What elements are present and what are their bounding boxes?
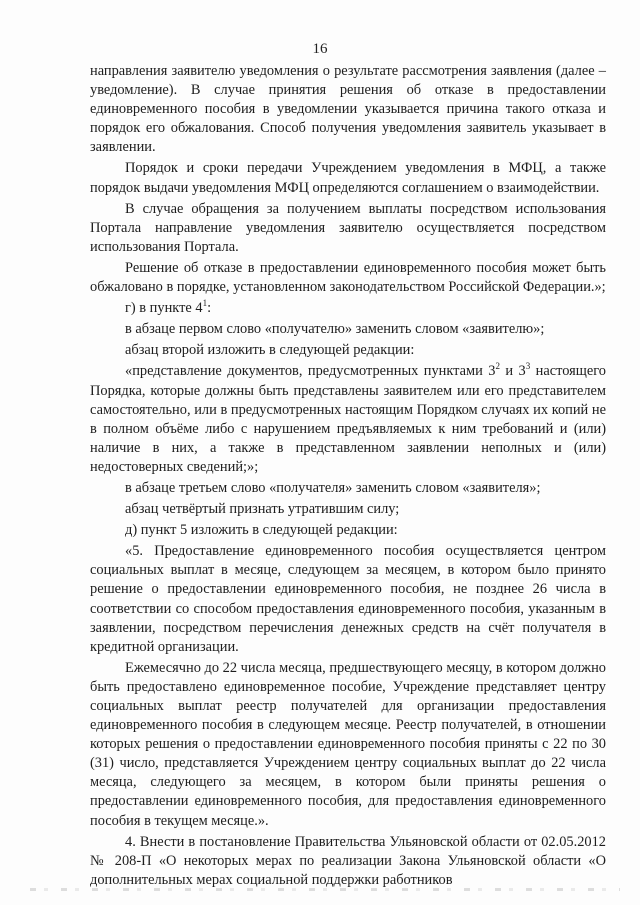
- paragraph: в абзаце первом слово «получателю» заменить словом «заявителю»;: [125, 321, 545, 338]
- paragraph: направления заявителю уведомления о результате рассмотрения заявления (далее – уведомление). В случае принятия решения об отказе в предоставлении единовременного пособия в уведомлении указывается причина такого отказа и порядок его обжалования. Способ получения уведомления заявитель указывает в заявлении.: [90, 63, 606, 156]
- paragraph: «5. Предоставление единовременного пособия осуществляется центром социальных выплат в месяце, следующем за месяцем, в котором было принято решение о предоставлении единовременного пособия, не позднее 26 числа в соответствии со способом предоставления единовременного пособия, указанным в заявлении, посредством перечисления денежных средств на счёт получателя в кредитной организации.: [90, 543, 606, 655]
- paragraph-text: и 3: [505, 363, 526, 380]
- paragraph: абзац второй изложить в следующей редакции:: [125, 342, 415, 359]
- paragraph-text: настоящего Порядка, которые должны быть представлены заявителем или его представителем самостоятельно, или в предусмотренных настоящим Порядком случаях их копий не в полном объёме либо с нарушением предъявляемых к ним требований и (или) наличие в них, а также в представленном заявлении неполных и (или) недостоверных сведений;»;: [90, 363, 606, 475]
- page-number: 16: [312, 41, 328, 57]
- paragraph: Порядок и сроки передачи Учреждением уведомления в МФЦ, а также порядок выдачи уведомления МФЦ определяются соглашением о взаимодействии.: [90, 160, 606, 196]
- superscript: 3: [525, 361, 531, 372]
- paragraph: д) пункт 5 изложить в следующей редакции:: [125, 522, 398, 539]
- document-body: [90, 62, 606, 892]
- paragraph-text: г) в пункте 4: [125, 300, 203, 317]
- paragraph: В случае обращения за получением выплаты посредством использования Портала направление уведомления заявителю осуществляется посредством использования Портала.: [90, 200, 606, 255]
- paragraph: Решение об отказе в предоставлении единовременного пособия может быть обжаловано в порядке, установленном законодательством Российской Федерации.»;: [90, 259, 606, 296]
- paragraph: 4. Внести в постановление Правительства Ульяновской области от 02.05.2012 № 208-П «О некоторых мерах по реализации Закона Ульяновской области «О дополнительных мерах социальной поддержки работников: [90, 833, 606, 888]
- paragraph: абзац четвёртый признать утратившим силу;: [125, 501, 400, 518]
- superscript: 2: [495, 361, 500, 372]
- scan-artifact-line: [30, 888, 620, 891]
- paragraph-text: «представление документов, предусмотренных пунктами 3: [125, 363, 496, 380]
- superscript: 1: [202, 298, 208, 309]
- paragraph: г) в пункте $4^1$:: [125, 298, 212, 317]
- paragraph: Ежемесячно до 22 числа месяца, предшествующего месяцу, в котором должно быть предоставлено единовременное пособие, Учреждение представляет центру социальных выплат реестр получателей для организации предоставления единовременного пособия в следующем месяце. Реестр получателей, в отношении которых решения о предоставлении единовременного пособия приняты с 22 по 30 (31) число, представляется Учреждением центру социальных выплат до 22 числа месяца, следующего за месяцем, в котором были приняты решения о предоставлении единовременного пособия, для предоставления единовременного пособия в текущем месяце.».: [90, 659, 606, 829]
- paragraph: [90, 362, 606, 477]
- paragraph: в абзаце третьем слово «получателя» заменить словом «заявителя»;: [125, 479, 541, 496]
